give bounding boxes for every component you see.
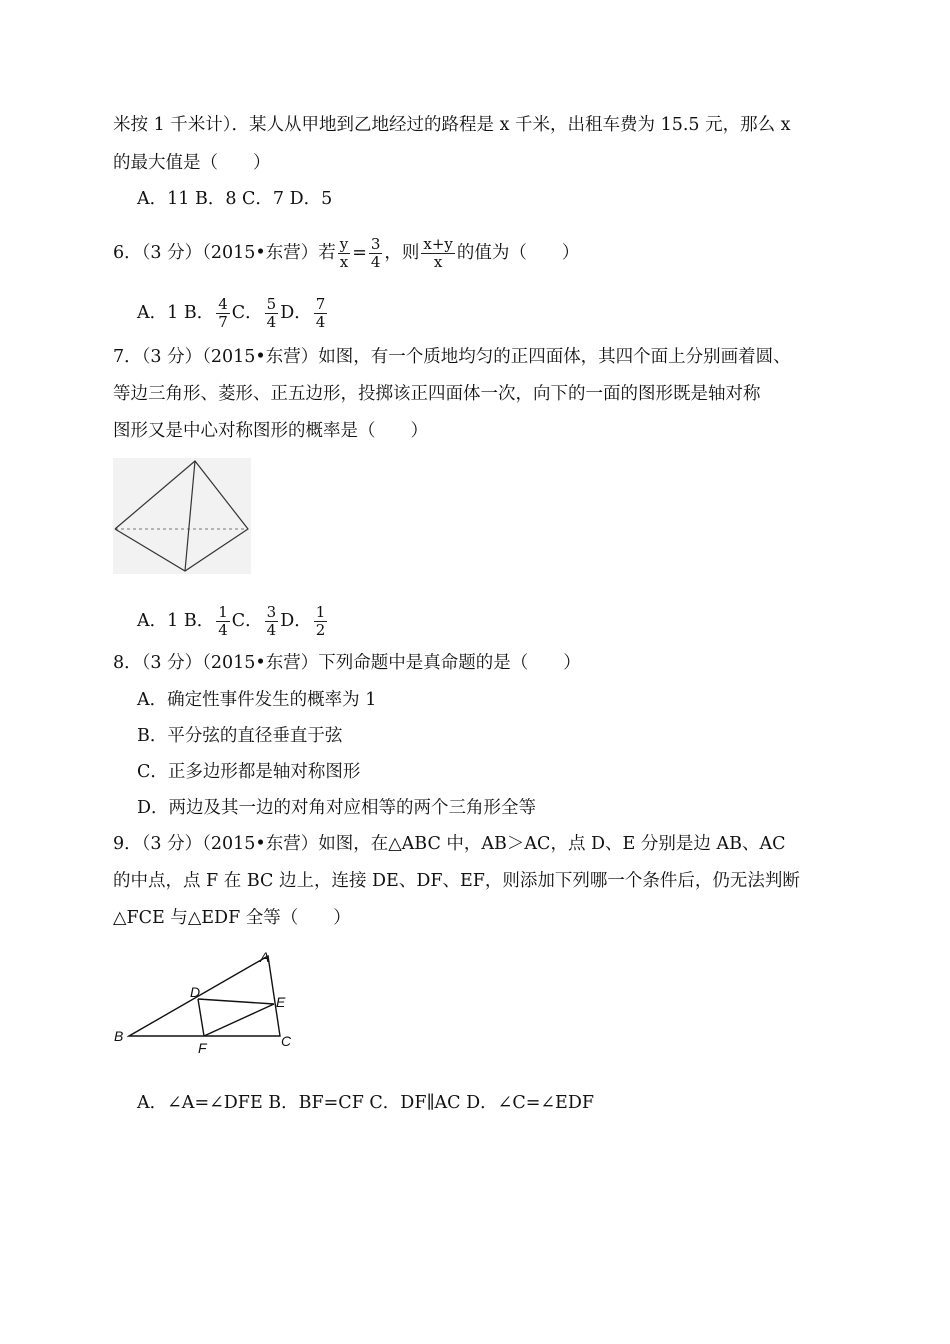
q8-option-d: D．两边及其一边的对角对应相等的两个三角形全等 [137, 798, 537, 818]
triangle-figure [110, 946, 300, 1058]
q7-options [137, 604, 329, 639]
q9-text-line1: 9．（3 分）（2015•东营）如图，在△ABC 中，AB＞AC，点 D、E 分别是边 AB、AC [113, 834, 786, 854]
q6-prefix: 6．（3 分）（2015•东营）若 [113, 243, 336, 263]
q7-text-line1: 7．（3 分）（2015•东营）如图，有一个质地均匀的正四面体，其四个面上分别画着圆、 [113, 347, 791, 367]
q6-mid: ，则 [384, 243, 420, 263]
q6-suffix: 的值为（ ） [456, 243, 580, 263]
q9-text-line3: △FCE 与△EDF 全等（ ） [113, 908, 351, 928]
q6-stem [113, 236, 579, 271]
label-d: D [190, 984, 201, 1000]
q8-option-b: B．平分弦的直径垂直于弦 [137, 726, 343, 746]
label-b: B [114, 1028, 124, 1044]
q7-option-c-fraction: $\frac{3}{4}$ [266, 603, 277, 639]
q7-text-line3: 图形又是中心对称图形的概率是（ ） [113, 421, 428, 441]
q6-value-fraction: $\frac{3}{4}$ [370, 235, 381, 271]
segment-de [198, 999, 274, 1004]
q7-option-d-fraction: $\frac{1}{2}$ [315, 603, 326, 639]
label-f: F [198, 1040, 207, 1056]
q8-option-a: A．确定性事件发生的概率为 1 [137, 690, 377, 710]
label-e: E [276, 994, 286, 1010]
q6-option-a: A．1 B． [137, 303, 215, 323]
tetrahedron-figure [113, 458, 253, 576]
triangle-abc [129, 956, 280, 1036]
q6-option-c-label: C． [231, 303, 263, 323]
q6-condition-fraction: $\frac{y}{x}$ [339, 235, 349, 271]
q7-option-c-label: C． [231, 611, 263, 631]
q6-option-d-fraction: $\frac{7}{4}$ [315, 295, 326, 331]
label-a: A [260, 949, 270, 965]
segment-df [198, 999, 204, 1036]
q8-option-c: C．正多边形都是轴对称图形 [137, 762, 361, 782]
q6-option-d-label: D． [280, 303, 312, 323]
q5-text-line2: 的最大值是（ ） [113, 153, 271, 173]
q7-option-d-label: D． [280, 611, 312, 631]
q9-text-line2: 的中点，点 F 在 BC 边上，连接 DE、DF、EF，则添加下列哪一个条件后，仍无法判断 [113, 871, 800, 891]
q6-options [137, 296, 329, 331]
label-c: C [281, 1033, 292, 1049]
q9-options: A．∠A=∠DFE B．BF=CF C．DF∥AC D．∠C=∠EDF [137, 1093, 594, 1113]
q6-equals: = [352, 243, 367, 263]
q6-option-b-fraction: $\frac{4}{7}$ [218, 295, 228, 331]
q6-expression-fraction: $\frac{x+y}{x}$ [423, 235, 453, 271]
q6-option-c-fraction: $\frac{5}{4}$ [266, 295, 277, 331]
q7-option-a: A．1 B． [137, 611, 215, 631]
q7-option-b-fraction: $\frac{1}{4}$ [218, 603, 228, 639]
tetrahedron-figure-bg [113, 458, 251, 574]
q7-text-line2: 等边三角形、菱形、正五边形，投掷该正四面体一次，向下的一面的图形既是轴对称 [113, 384, 761, 404]
segment-ef [204, 1004, 274, 1036]
q5-options: A．11 B．8 C．7 D．5 [137, 189, 333, 209]
q8-stem: 8．（3 分）（2015•东营）下列命题中是真命题的是（ ） [113, 653, 581, 673]
q5-text-line1: 米按 1 千米计）．某人从甲地到乙地经过的路程是 x 千米，出租车费为 15.5 元，那么 x [113, 115, 791, 135]
